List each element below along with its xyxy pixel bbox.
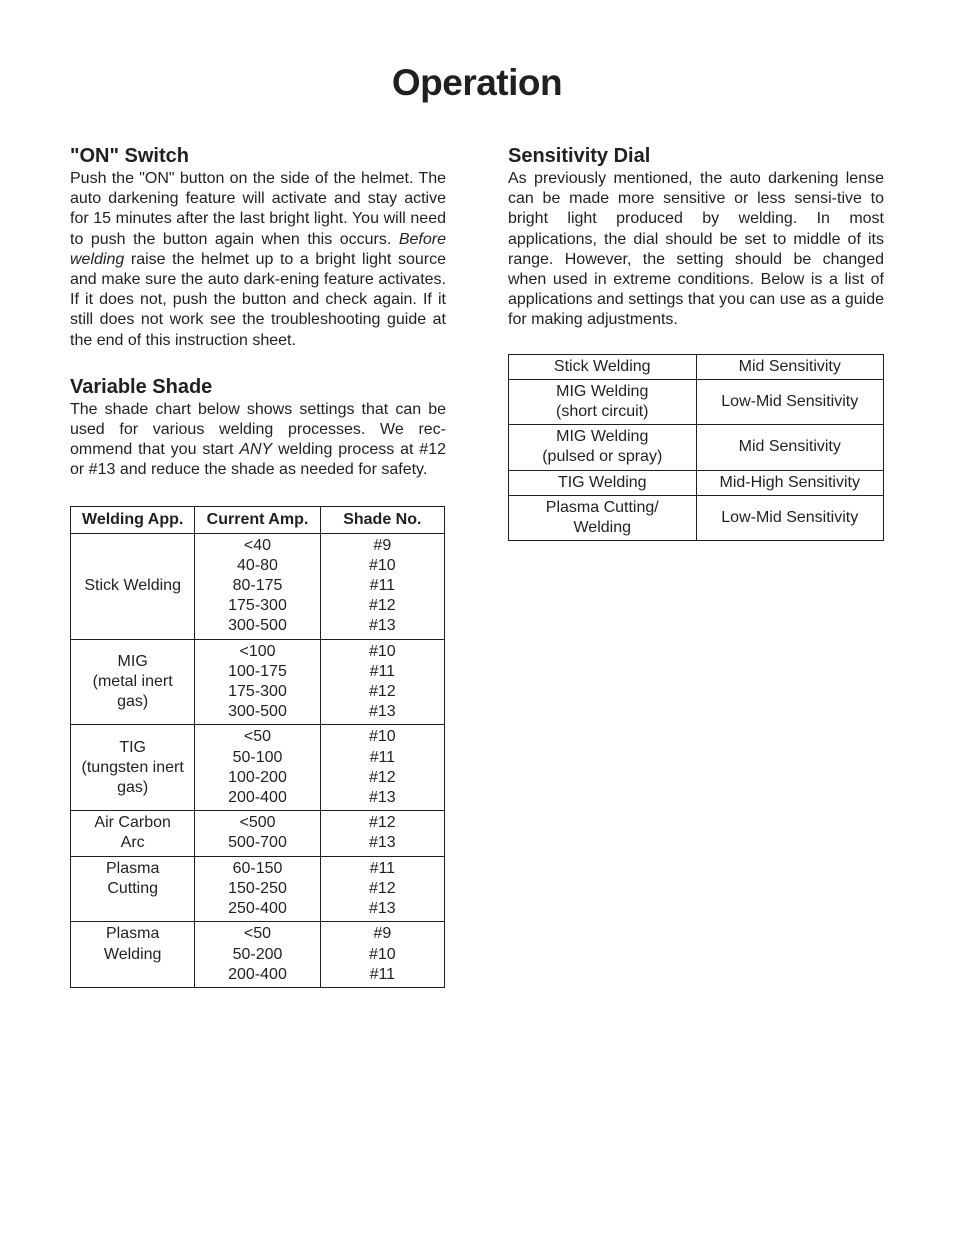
shade-no-cell bbox=[320, 856, 444, 922]
welding-app-cell-line: Arc bbox=[120, 834, 145, 852]
shade-no-cell-line: #10 bbox=[368, 556, 396, 574]
on-switch-heading: "ON" Switch bbox=[70, 145, 189, 167]
shade-no-cell bbox=[320, 725, 444, 811]
shade-no-cell-line: #13 bbox=[368, 789, 396, 807]
sensitivity-table-row bbox=[509, 470, 884, 495]
current-amp-cell bbox=[195, 725, 320, 811]
current-amp-cell bbox=[195, 811, 320, 856]
sensitivity-table-row bbox=[509, 425, 884, 470]
welding-app-cell-line: (metal inert bbox=[92, 672, 173, 690]
welding-app-cell bbox=[71, 922, 195, 988]
shade-table-header: Welding App. bbox=[71, 506, 195, 533]
current-amp-cell-line: 100-175 bbox=[228, 662, 287, 680]
shade-no-cell bbox=[320, 639, 444, 725]
on-switch-text-1: Push the "ON" button on the side of the helmet. The auto darkening feature will activate and stay active for 15 minutes after the last bright light. You will need to push the button again when this occurs. bbox=[70, 170, 446, 248]
shade-no-cell-line: #11 bbox=[369, 965, 396, 983]
shade-no-cell-line: #13 bbox=[368, 900, 396, 918]
shade-no-cell-line: #9 bbox=[373, 536, 392, 554]
sensitivity-setting-cell: Mid-High Sensitivity bbox=[696, 470, 884, 495]
sensitivity-app-cell bbox=[509, 354, 697, 379]
sensitivity-heading: Sensitivity Dial bbox=[508, 145, 651, 167]
current-amp-cell-line: <500 bbox=[239, 814, 276, 832]
current-amp-cell-line: 50-100 bbox=[232, 748, 283, 766]
page-title: Operation bbox=[391, 62, 563, 103]
sensitivity-app-cell bbox=[509, 495, 697, 540]
sensitivity-setting-cell: Mid Sensitivity bbox=[696, 425, 884, 470]
variable-shade-text-1: The shade chart below shows settings that can be used for various welding processes. We rec-ommend that you start bbox=[70, 400, 446, 459]
current-amp-cell-line: 200-400 bbox=[228, 789, 287, 807]
current-amp-cell-line: 50-200 bbox=[232, 945, 283, 963]
current-amp-cell-line: <40 bbox=[243, 536, 272, 554]
sensitivity-app-line: MIG Welding bbox=[556, 428, 649, 446]
shade-no-cell-line: #12 bbox=[368, 768, 396, 786]
sensitivity-paragraph: As previously mentioned, the auto darkening lense can be made more sensitive or less sensi-tive to bright light produced by welding. In most applications, the dial should be set to middle of its range. However, the setting should be changed when used in extreme conditions. Below is a list of applications and settings that you can use as a guide for making adjustments. bbox=[508, 170, 884, 329]
sensitivity-table-row bbox=[509, 495, 884, 540]
current-amp-cell-line: 150-250 bbox=[228, 879, 287, 897]
variable-shade-text-2: welding process at #12 or #13 and reduce the shade as needed for safety. bbox=[70, 441, 446, 479]
shade-table-row bbox=[71, 922, 445, 988]
on-switch-text-2: raise the helmet up to a bright light source and make sure the auto dark-ening feature activates. If it does not, push the button and check again. If it still does not work see the troubleshooting guide at the end of this instruction sheet. bbox=[70, 250, 446, 349]
variable-shade-text-italic: ANY bbox=[239, 441, 273, 459]
welding-app-cell-line: Plasma bbox=[105, 925, 160, 943]
shade-no-cell bbox=[320, 811, 444, 856]
sensitivity-app-cell bbox=[509, 470, 697, 495]
welding-app-cell bbox=[71, 856, 195, 922]
right-column bbox=[508, 143, 884, 541]
welding-app-cell-line: Plasma bbox=[105, 859, 160, 877]
shade-no-cell-line: #11 bbox=[369, 859, 396, 877]
shade-table-row bbox=[71, 856, 445, 922]
shade-no-cell-line: #12 bbox=[368, 597, 396, 615]
shade-no-cell-line: #11 bbox=[369, 662, 396, 680]
variable-shade-paragraph bbox=[70, 400, 446, 481]
current-amp-cell-line: 40-80 bbox=[237, 556, 278, 574]
shade-table-row bbox=[71, 725, 445, 811]
current-amp-cell bbox=[195, 639, 320, 725]
shade-table-row bbox=[71, 639, 445, 725]
welding-app-cell bbox=[71, 639, 195, 725]
welding-app-cell-line: TIG bbox=[119, 738, 146, 756]
sensitivity-table-row bbox=[509, 379, 884, 424]
current-amp-cell-line: 500-700 bbox=[228, 834, 287, 852]
current-amp-cell-line: 300-500 bbox=[228, 703, 287, 721]
shade-no-cell bbox=[320, 922, 444, 988]
shade-no-cell-line: #11 bbox=[369, 748, 396, 766]
current-amp-cell-line: 100-200 bbox=[228, 768, 287, 786]
shade-no-cell-line: #13 bbox=[368, 617, 396, 635]
on-switch-paragraph bbox=[70, 169, 446, 351]
sensitivity-app-line: (short circuit) bbox=[556, 403, 649, 421]
welding-app-cell-line: Welding bbox=[103, 945, 162, 963]
sensitivity-app-line: Welding bbox=[573, 519, 631, 537]
shade-no-cell-line: #11 bbox=[369, 577, 396, 595]
current-amp-cell-line: <100 bbox=[239, 642, 276, 660]
current-amp-cell bbox=[195, 533, 320, 639]
shade-no-cell-line: #12 bbox=[368, 879, 396, 897]
sensitivity-app-line: TIG Welding bbox=[557, 473, 647, 491]
welding-app-cell-line: gas) bbox=[117, 778, 149, 796]
current-amp-cell bbox=[195, 856, 320, 922]
shade-table-header: Current Amp. bbox=[195, 506, 320, 533]
shade-table-row bbox=[71, 533, 445, 639]
sensitivity-setting-cell: Low-Mid Sensitivity bbox=[696, 495, 884, 540]
current-amp-cell-line: 175-300 bbox=[228, 683, 287, 701]
shade-no-cell-line: #12 bbox=[368, 814, 396, 832]
current-amp-cell-line: 200-400 bbox=[228, 965, 287, 983]
current-amp-cell-line: 250-400 bbox=[228, 900, 287, 918]
welding-app-cell-line: Stick Welding bbox=[84, 577, 181, 595]
current-amp-cell-line: 60-150 bbox=[232, 859, 283, 877]
current-amp-cell bbox=[195, 922, 320, 988]
shade-no-cell-line: #13 bbox=[368, 703, 396, 721]
welding-app-cell-line: (tungsten inert bbox=[81, 758, 184, 776]
current-amp-cell-line: <50 bbox=[243, 925, 272, 943]
current-amp-cell-line: 80-175 bbox=[232, 577, 283, 595]
sensitivity-app-cell bbox=[509, 379, 697, 424]
on-switch-text-italic: Before welding bbox=[70, 230, 446, 268]
shade-table-header-row bbox=[71, 506, 445, 533]
welding-app-cell-line: MIG bbox=[117, 652, 148, 670]
sensitivity-table-row bbox=[509, 354, 884, 379]
welding-app-cell bbox=[71, 533, 195, 639]
sensitivity-app-cell bbox=[509, 425, 697, 470]
shade-table bbox=[70, 506, 445, 988]
shade-table-header: Shade No. bbox=[320, 506, 444, 533]
shade-table-row bbox=[71, 811, 445, 856]
current-amp-cell-line: 175-300 bbox=[228, 597, 287, 615]
welding-app-cell bbox=[71, 725, 195, 811]
shade-no-cell-line: #12 bbox=[368, 683, 396, 701]
sensitivity-app-line: MIG Welding bbox=[556, 382, 649, 400]
shade-no-cell-line: #10 bbox=[368, 728, 396, 746]
left-column bbox=[70, 143, 446, 988]
sensitivity-table bbox=[508, 354, 884, 542]
current-amp-cell-line: <50 bbox=[243, 728, 272, 746]
sensitivity-setting-cell: Mid Sensitivity bbox=[696, 354, 884, 379]
variable-shade-heading: Variable Shade bbox=[70, 375, 213, 398]
welding-app-cell bbox=[71, 811, 195, 856]
shade-no-cell-line: #10 bbox=[368, 642, 396, 660]
sensitivity-setting-cell: Low-Mid Sensitivity bbox=[696, 379, 884, 424]
shade-no-cell bbox=[320, 533, 444, 639]
welding-app-cell-line: Cutting bbox=[107, 879, 159, 897]
shade-no-cell-line: #10 bbox=[368, 945, 396, 963]
shade-no-cell-line: #9 bbox=[373, 925, 392, 943]
sensitivity-app-line: (pulsed or spray) bbox=[542, 448, 663, 466]
sensitivity-app-line: Plasma Cutting/ bbox=[545, 498, 659, 516]
shade-no-cell-line: #13 bbox=[368, 834, 396, 852]
welding-app-cell-line: Air Carbon bbox=[94, 814, 171, 832]
sensitivity-app-line: Stick Welding bbox=[553, 357, 651, 375]
current-amp-cell-line: 300-500 bbox=[228, 617, 287, 635]
welding-app-cell-line: gas) bbox=[117, 693, 149, 711]
